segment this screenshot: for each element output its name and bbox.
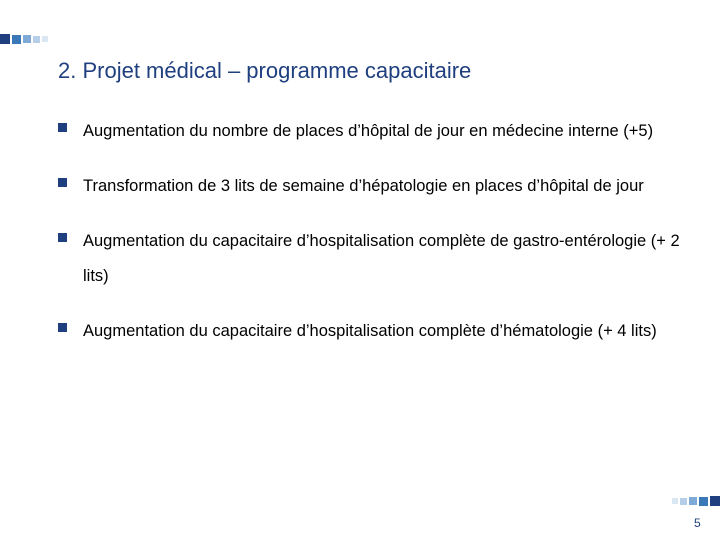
bullet-square-icon xyxy=(58,323,67,332)
decorative-squares-top xyxy=(0,34,50,44)
page-number: 5 xyxy=(694,516,701,530)
bullet-item xyxy=(58,114,688,149)
bullet-square-icon xyxy=(58,178,67,187)
bullet-text: Augmentation du capacitaire d’hospitalisation complète d’hématologie (+ 4 lits) xyxy=(83,322,657,340)
bullet-text: Augmentation du capacitaire d’hospitalisation complète de gastro-entérologie (+ 2 lits) xyxy=(83,232,680,285)
decorative-squares-bottom xyxy=(672,496,720,506)
bullet-square-icon xyxy=(58,233,67,242)
bullet-text: Augmentation du nombre de places d’hôpital de jour en médecine interne (+5) xyxy=(83,122,654,140)
slide-title: 2. Projet médical – programme capacitaire xyxy=(58,58,472,83)
bullet-item xyxy=(58,314,688,349)
bullet-list xyxy=(58,114,688,369)
bullet-square-icon xyxy=(58,123,67,132)
bullet-item xyxy=(58,224,688,294)
bullet-text: Transformation de 3 lits de semaine d’hépatologie en places d’hôpital de jour xyxy=(83,177,644,195)
bullet-item xyxy=(58,169,688,204)
